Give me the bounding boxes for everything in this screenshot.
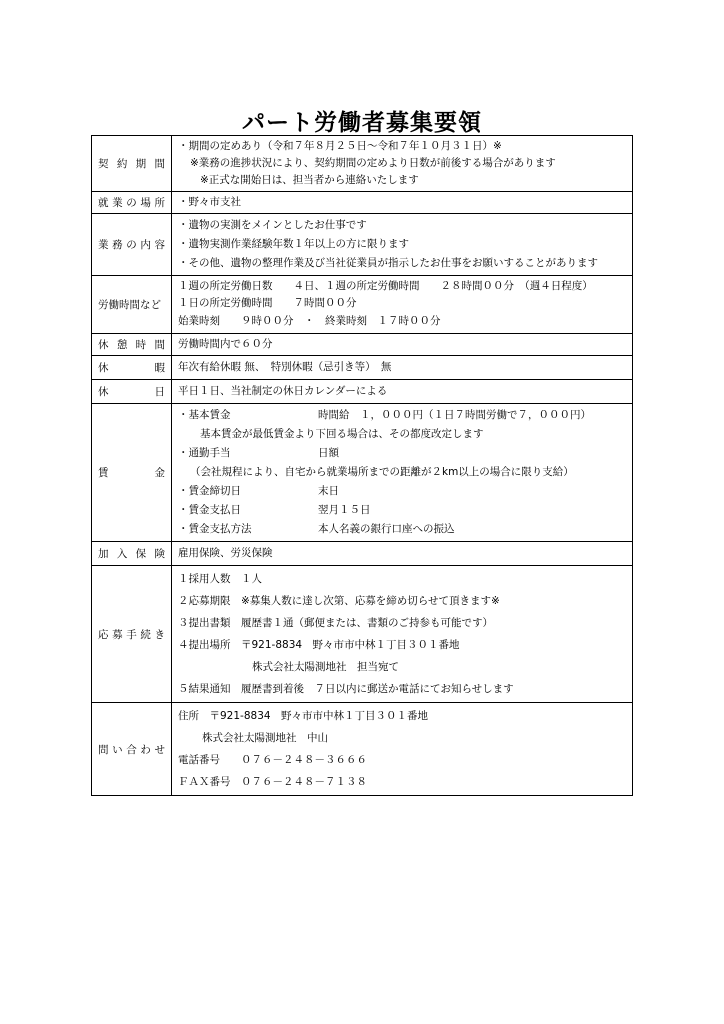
period-line-2: ※業務の進捗状況により、契約期間の定めより日数が前後する場合があります [190, 157, 556, 169]
label-duties: 業 務 の 内 容 [98, 239, 165, 251]
row-hours [92, 276, 633, 334]
contact-fax: ＦＡＸ番号 ０７６－２４８－７１３８ [178, 776, 367, 788]
wage-note-commute: （会社規程により、自宅から就業場所までの距離が２km以上の場合に限り支給） [190, 466, 574, 478]
period-line-3: ※正式な開始日は、担当者から連絡いたします [200, 174, 419, 186]
wage-item-basic: ・基本賃金 時間給 １，０００円（１日７時間労働で７，０００円） [178, 409, 591, 421]
label-break: 休 憩 時 間 [98, 339, 165, 351]
recruitment-table [91, 135, 633, 796]
apply-line-5: 株式会社太陽測地社 担当宛て [252, 661, 399, 673]
row-break [92, 334, 633, 356]
apply-line-4: ４提出場所 〒921-8834 野々市市中林１丁目３０１番地 [178, 639, 460, 651]
page-title: パート労働者募集要領 [242, 110, 482, 136]
label-location: 就 業 の 場 所 [98, 197, 165, 209]
insurance-line-1: 雇用保険、労災保険 [178, 547, 273, 559]
row-holiday [92, 380, 633, 404]
hours-line-3: 始業時刻 ９時００分 ・ 終業時刻 １７時００分 [178, 315, 441, 327]
apply-line-1: １採用人数 １人 [178, 573, 262, 585]
label-hours: 労働時間など [98, 299, 161, 311]
wage-item-commute: ・通勤手当 日額 [178, 447, 339, 459]
row-contract-period [92, 136, 633, 192]
leave-line-1: 年次有給休暇 無、 特別休暇（忌引き等） 無 [178, 361, 392, 373]
row-wage [92, 404, 633, 542]
wage-item-payday: ・賃金支払日 翌月１５日 [178, 504, 371, 516]
wage-item-method: ・賃金支払方法 本人名義の銀行口座への振込 [178, 523, 455, 535]
duties-line-3: ・その他、遺物の整理作業及び当社従業員が指示したお仕事をお願いすることがあります [178, 257, 598, 269]
duties-line-1: ・遺物の実測をメインとしたお仕事です [178, 219, 367, 231]
label-contact: 問 い 合 わ せ [98, 743, 165, 756]
row-duties [92, 214, 633, 276]
hours-line-1: １週の所定労働日数 ４日、１週の所定労働時間 ２８時間００分 （週４日程度） [178, 280, 593, 292]
hours-line-2: １日の所定労働時間 ７時間００分 [178, 297, 357, 309]
label-insurance: 加 入 保 険 [98, 548, 165, 560]
location-line-1: ・野々市支社 [178, 196, 241, 208]
label-contract-period: 契 約 期 間 [98, 158, 165, 170]
contact-address: 住所 〒921-8834 野々市市中林１丁目３０１番地 [178, 710, 429, 722]
duties-line-2: ・遺物実測作業経験年数１年以上の方に限ります [178, 238, 409, 250]
row-insurance [92, 542, 633, 566]
row-contact [92, 703, 633, 796]
break-line-1: 労働時間内で６０分 [178, 338, 273, 350]
row-leave [92, 356, 633, 380]
apply-line-6: ５結果通知 履歴書到着後 ７日以内に郵送か電話にてお知らせします [178, 683, 514, 695]
label-wage: 賃 金 [98, 467, 165, 479]
label-leave: 休 暇 [98, 362, 165, 374]
holiday-line-1: 平日１日、当社制定の休日カレンダーによる [178, 385, 388, 397]
row-apply [92, 566, 633, 703]
label-holiday: 休 日 [98, 386, 165, 398]
contact-phone: 電話番号 ０７６－２４８－３６６６ [178, 754, 367, 766]
apply-line-3: ３提出書類 履歴書１通（郵便または、書類のご持参も可能です） [178, 617, 493, 629]
label-apply: 応 募 手 続 き [98, 628, 165, 641]
period-line-1: ・期間の定めあり（令和７年８月２５日～令和７年１０月３１日）※ [178, 140, 502, 152]
contact-company: 株式会社太陽測地社 中山 [202, 732, 328, 744]
row-location [92, 192, 633, 214]
wage-note-min: 基本賃金が最低賃金より下回る場合は、その都度改定します [200, 428, 484, 440]
wage-item-cutoff: ・賃金締切日 末日 [178, 485, 339, 497]
apply-line-2: ２応募期限 ※募集人数に達し次第、応募を締め切らせて頂きます※ [178, 595, 500, 607]
